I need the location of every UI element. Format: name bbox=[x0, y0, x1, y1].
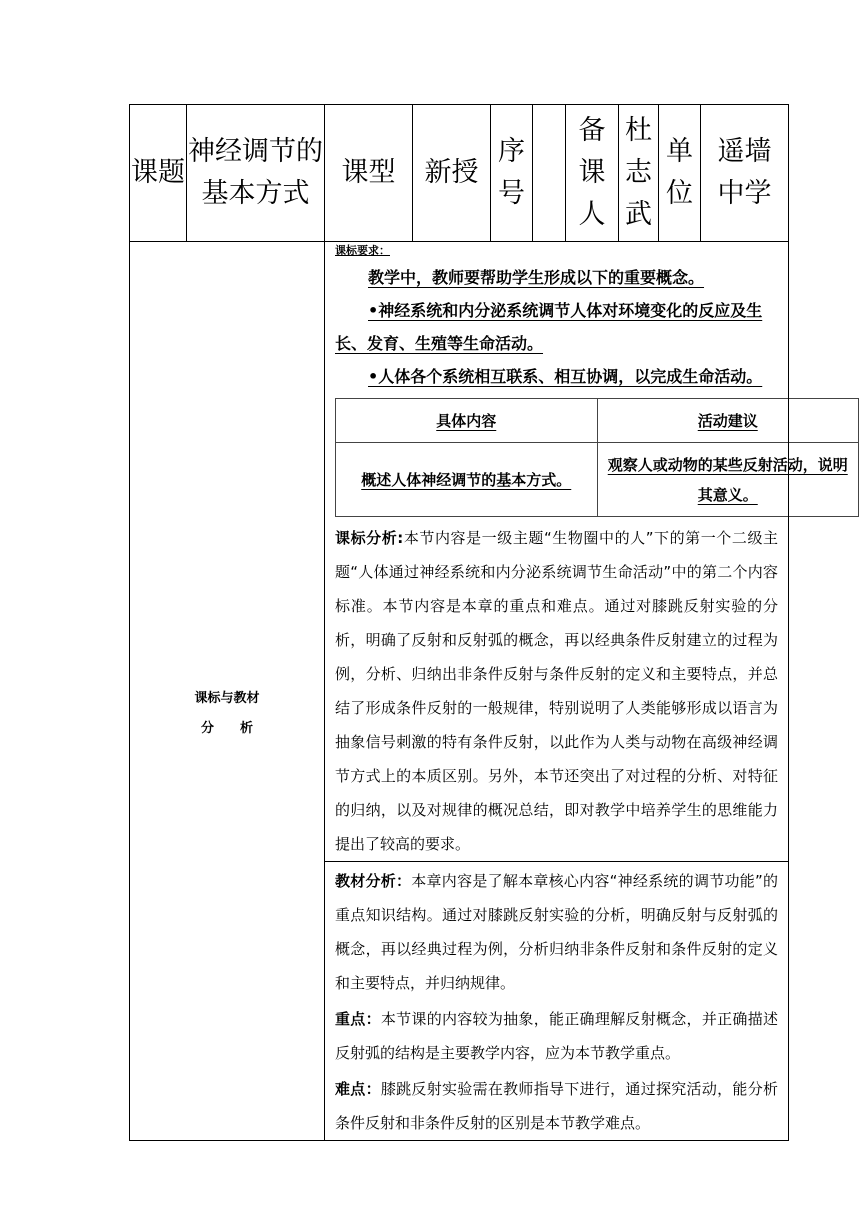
standard-analysis-text: 本节内容是一级主题“生物圈中的人”下的第一个二级主题“人体通过神经系统和内分泌系统调节生命活动”中的第二个内容标准。本节内容是本章的重点和难点。通过对膝跳反射实验的分析，明确了反射和反射弧的概念，再以经典条件反射建立的过程为例，分析、归纳出非条件反射与条件反射的定义和主要特点，并总结了形成条件反射的一般规律，特别说明了人类能够形成以语言为抽象信号刺激的特有条件反射，以此作为人类与动物在高级神经调节方式上的本质区别。另外，本节还突出了对过程的分析、对特征的归纳，以及对规律的概况总结，即对教学中培养学生的思维能力提出了较高的要求。 bbox=[335, 529, 779, 853]
type-label-cell bbox=[325, 105, 413, 242]
preparer-char: 人 bbox=[578, 199, 606, 230]
col-activity-header: 活动建议 bbox=[597, 399, 859, 443]
standard-point-2: •人体各个系统相互联系、相互协调，以完成生命活动。 bbox=[368, 367, 763, 386]
unit-char: 位 bbox=[666, 178, 693, 209]
header-row bbox=[130, 105, 789, 242]
section-label-cell bbox=[130, 242, 325, 1141]
seq-char: 序 bbox=[498, 136, 525, 167]
seq-label-cell bbox=[491, 105, 533, 242]
standard-analysis bbox=[335, 521, 778, 861]
difficulty-text: 膝跳反射实验需在教师指导下进行，通过探究活动，能分析条件反射和非条件反射的区别是本节教学难点。 bbox=[335, 1080, 778, 1132]
preparer-name-char: 志 bbox=[625, 157, 652, 188]
difficulty-label: 难点： bbox=[335, 1080, 381, 1098]
topic-label-cell bbox=[130, 105, 187, 242]
key-point-label: 重点： bbox=[335, 1010, 381, 1028]
material-analysis bbox=[335, 864, 778, 1000]
col-content-value: 概述人体神经调节的基本方式。 bbox=[336, 443, 598, 517]
key-point-text: 本节课的内容较为抽象，能正确理解反射概念，并正确描述反射弧的结构是主要教学内容，应为本节教学重点。 bbox=[335, 1010, 778, 1062]
unit-value-line1: 遥墙 bbox=[717, 136, 772, 167]
preparer-char: 备 bbox=[578, 115, 606, 146]
section-label-line1: 课标与教材 bbox=[194, 691, 260, 706]
type-value-cell bbox=[413, 105, 491, 242]
topic-line2: 基本方式 bbox=[201, 178, 310, 209]
standard-row bbox=[130, 242, 789, 862]
activity-table-row bbox=[336, 443, 859, 517]
seq-value-cell bbox=[533, 105, 566, 242]
preparer-char: 课 bbox=[578, 157, 606, 188]
type-value: 新授 bbox=[424, 157, 479, 188]
activity-table-header bbox=[336, 399, 859, 443]
topic-line1: 神经调节的 bbox=[188, 136, 323, 167]
standard-intro: 教学中，教师要帮助学生形成以下的重要概念。 bbox=[368, 268, 705, 287]
difficulty-point bbox=[335, 1072, 778, 1140]
material-analysis-label: 教材分析： bbox=[335, 872, 412, 890]
standard-analysis-label: 课标分析: bbox=[335, 529, 404, 547]
unit-char: 单 bbox=[666, 136, 693, 167]
standard-cell bbox=[325, 242, 848, 862]
standard-point-1: •神经系统和内分泌系统调节人体对环境变化的反应及生长、发育、生殖等生命活动。 bbox=[335, 301, 763, 353]
unit-label-cell bbox=[659, 105, 701, 242]
preparer-name-char: 杜 bbox=[625, 115, 652, 146]
topic-label: 课题 bbox=[131, 157, 185, 188]
topic-value-cell bbox=[187, 105, 325, 242]
preparer-value-cell bbox=[619, 105, 659, 242]
unit-value-cell bbox=[701, 105, 789, 242]
key-point bbox=[335, 1002, 778, 1070]
material-cell bbox=[325, 862, 789, 1141]
activity-table bbox=[335, 398, 859, 517]
col-content-header: 具体内容 bbox=[336, 399, 598, 443]
preparer-label-cell bbox=[566, 105, 619, 242]
section-label-line2: 分 析 bbox=[200, 721, 253, 736]
col-activity-value: 观察人或动物的某些反射活动，说明其意义。 bbox=[597, 443, 859, 517]
preparer-name-char: 武 bbox=[625, 199, 652, 230]
type-label: 课型 bbox=[341, 157, 396, 188]
lesson-plan-table bbox=[129, 104, 848, 1141]
material-analysis-text: 本章内容是了解本章核心内容“神经系统的调节功能”的重点知识结构。通过对膝跳反射实验的分析，明确反射与反射弧的概念，再以经典过程为例，分析归纳非条件反射和条件反射的定义和主要特点，并归纳规律。 bbox=[335, 872, 778, 992]
unit-value-line2: 中学 bbox=[717, 178, 772, 209]
seq-char: 号 bbox=[498, 178, 525, 209]
standard-label: 课标要求： bbox=[335, 244, 390, 257]
